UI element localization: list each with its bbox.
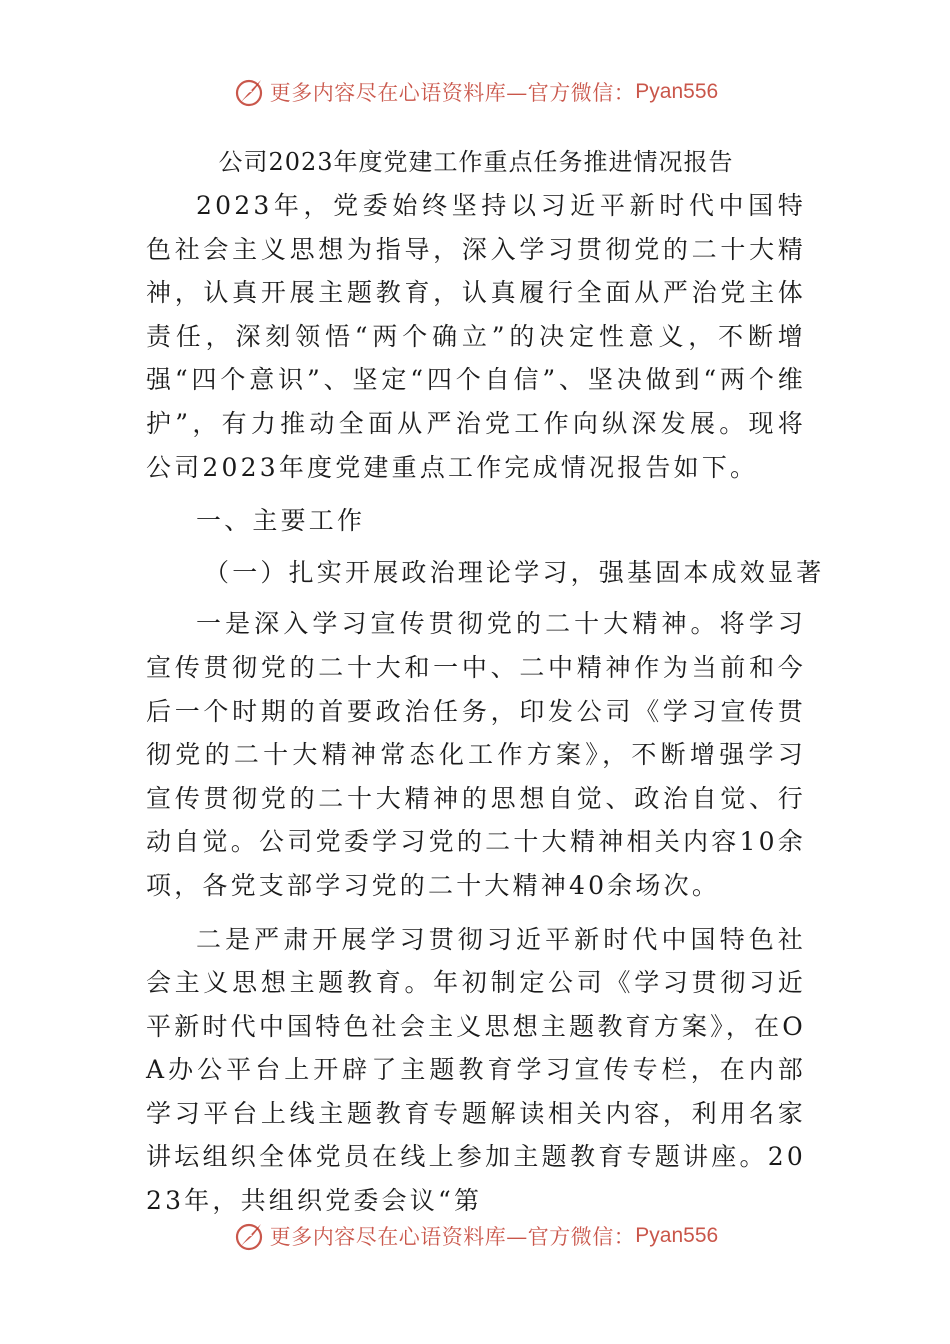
promo-text: 更多内容尽在心语资料库—官方微信：: [269, 81, 636, 105]
quill-pen-logo-icon: [232, 1219, 266, 1253]
promo-text: 更多内容尽在心语资料库—官方微信：: [269, 1225, 636, 1249]
body-paragraph-2: 二是严肃开展学习贯彻习近平新时代中国特色社会主义思想主题教育。年初制定公司《学习贯彻习近平新时代中国特色社会主义思想主题教育方案》，在OA办公平台上开辟了主题教育学习宣传专栏，在内部学习平台上线主题教育专题解读相关内容，利用名家讲坛组织全体党员在线上参加主题教育专题讲座。2023年，共组织党委会议“第: [146, 924, 806, 1216]
footer-banner: [0, 1216, 950, 1256]
document-title: 公司2023年度党建工作重点任务推进情况报告: [218, 148, 734, 176]
quill-pen-logo-icon: [232, 75, 266, 109]
section-heading: 一、主要工作: [196, 506, 366, 536]
body-paragraph-1: 一是深入学习宣传贯彻党的二十大精神。将学习宣传贯彻党的二十大和一中、二中精神作为当前和今后一个时期的首要政治任务，印发公司《学习宣传贯彻党的二十大精神常态化工作方案》，不断增强学习宣传贯彻党的二十大精神的思想自觉、政治自觉、行动自觉。公司党委学习党的二十大精神相关内容10余项，各党支部学习党的二十大精神40余场次。: [146, 609, 806, 900]
subsection-heading: （一）扎实开展政治理论学习，强基固本成效显著: [204, 557, 825, 587]
wechat-id: Pyan556: [635, 80, 719, 103]
wechat-id: Pyan556: [635, 1224, 719, 1247]
intro-paragraph: 2023年，党委始终坚持以习近平新时代中国特色社会主义思想为指导，深入学习贯彻党的二十大精神，认真开展主题教育，认真履行全面从严治党主体责任，深刻领悟“两个确立”的决定性意义，不断增强“四个意识”、坚定“四个自信”、坚决做到“两个维护”，有力推动全面从严治党工作向纵深发展。现将公司2023年度党建重点工作完成情况报告如下。: [146, 191, 806, 482]
document-body: [146, 140, 825, 1223]
header-banner: [0, 72, 950, 112]
